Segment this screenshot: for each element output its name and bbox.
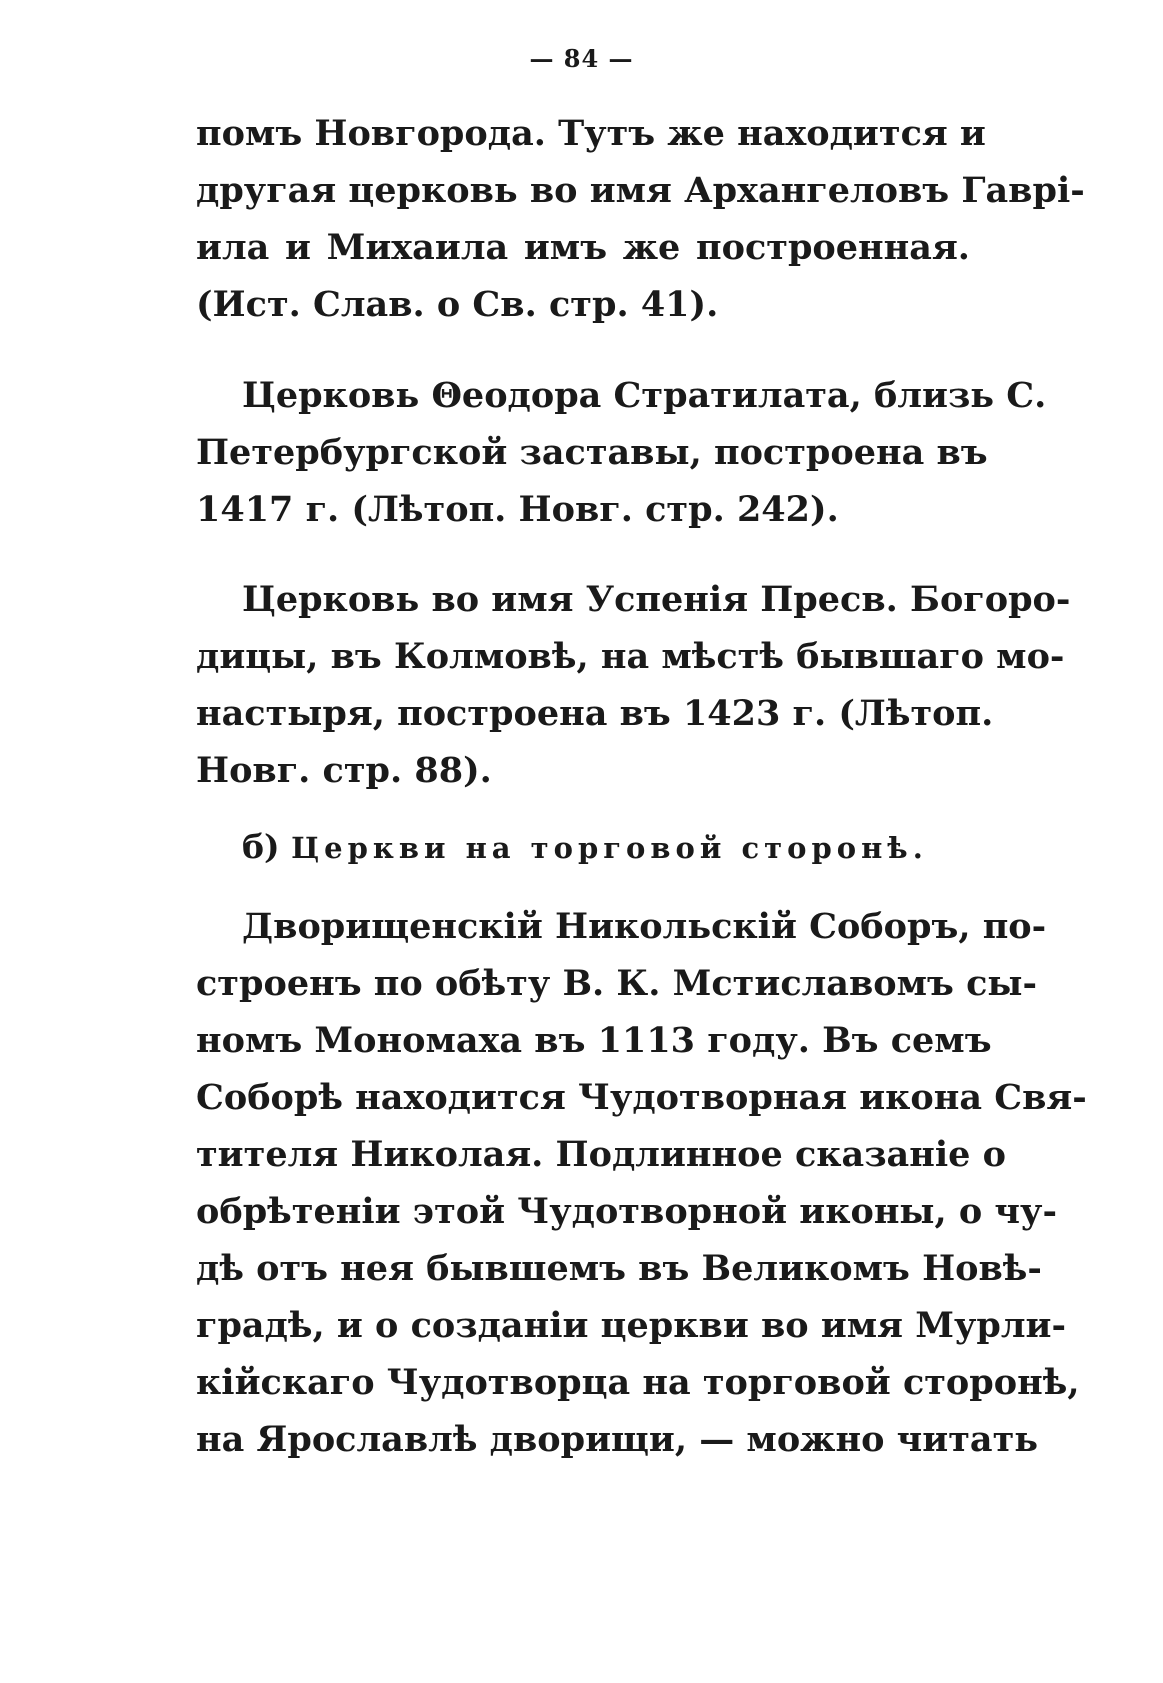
paragraph-dormition-church — [196, 571, 1071, 799]
section-heading-title: Церкви на торговой сторонѣ. — [291, 831, 928, 865]
text-line: другая церковь во имя Архангеловъ Гаврі- — [196, 170, 1085, 211]
text-line: настыря, построена въ 1423 г. (Лѣтоп. — [196, 693, 994, 734]
section-heading — [242, 818, 928, 877]
text-line: Церковь во имя Успенія Пресв. Богоро- — [242, 579, 1071, 620]
text-line: на Ярославлѣ дворищи, — можно читать — [196, 1419, 1039, 1460]
text-line: обрѣтеніи этой Чудотворной иконы, о чу- — [196, 1191, 1057, 1232]
paragraph-continuation — [196, 105, 1085, 333]
text-line: дицы, въ Колмовѣ, на мѣстѣ бывшаго мо- — [196, 636, 1065, 677]
text-line: дѣ отъ нея бывшемъ въ Великомъ Новѣ- — [196, 1248, 1042, 1289]
text-line: 1417 г. (Лѣтоп. Новг. стр. 242). — [196, 489, 839, 530]
text-line: Церковь Θеодора Стратилата, близь С. — [242, 375, 1047, 416]
text-line: Дворищенскій Никольскій Соборъ, по- — [242, 906, 1047, 947]
section-heading-prefix: б) — [242, 827, 280, 866]
text-line: строенъ по обѣту В. К. Мстиславомъ сы- — [196, 963, 1038, 1004]
text-line: помъ Новгорода. Тутъ же находится и — [196, 113, 986, 154]
text-line: номъ Мономаха въ 1113 году. Въ семъ — [196, 1020, 992, 1061]
text-line: Соборѣ находится Чудотворная икона Свя- — [196, 1077, 1087, 1118]
text-line: тителя Николая. Подлинное сказаніе о — [196, 1134, 1006, 1175]
page-number: — 84 — — [529, 44, 634, 73]
text-line: Петербургской заставы, построена въ — [196, 432, 988, 473]
text-line: кійскаго Чудотворца на торговой сторонѣ, — [196, 1362, 1080, 1403]
text-line: ила и Михаила имъ же построенная. — [196, 227, 970, 268]
paragraph-theodore-church — [196, 367, 1047, 538]
text-line: градѣ, и о созданіи церкви во имя Мурли- — [196, 1305, 1067, 1346]
text-line: Новг. стр. 88). — [196, 750, 492, 791]
paragraph-nicholas-cathedral — [196, 898, 1087, 1468]
text-line: (Ист. Слав. о Св. стр. 41). — [196, 284, 719, 325]
